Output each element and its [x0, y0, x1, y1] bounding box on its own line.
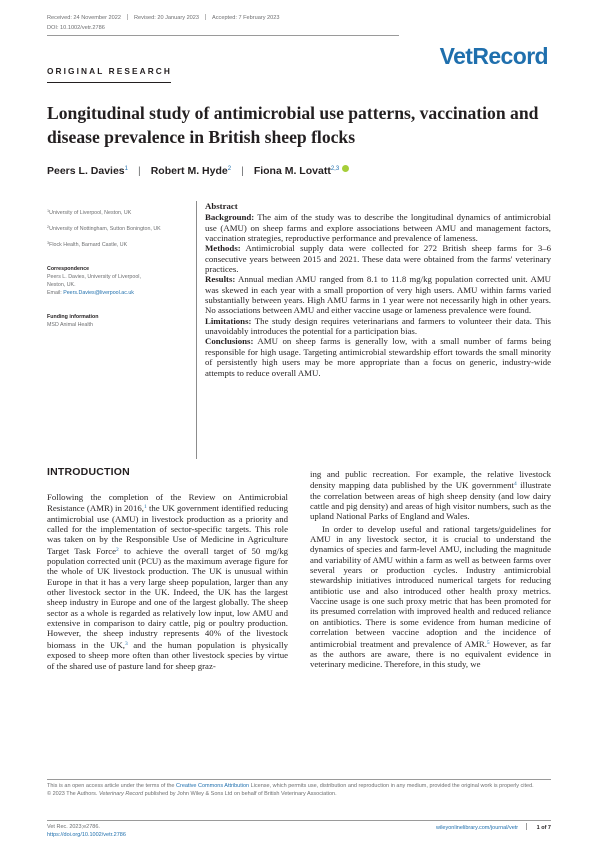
abstract-label: Limitations:	[205, 315, 252, 326]
correspondence-line: Peers L. Davies, University of Liverpool,	[47, 274, 141, 280]
license-link[interactable]: Creative Commons Attribution	[176, 783, 250, 789]
abstract-heading: Abstract	[205, 201, 238, 211]
abstract	[205, 201, 551, 378]
section-label: ORIGINAL RESEARCH	[47, 66, 172, 76]
abstract-text: AMU on sheep farms is generally low, with a small number of farms being responsible for high usage. Targeting antimicrobial stewardship effort towards the small minority of persistently high users may be more appropriate than a focus on generic, industry-wide attempts to reduce overall AMU.	[205, 336, 552, 378]
abstract-divider	[196, 201, 197, 459]
correspondence	[47, 265, 177, 297]
footer-rule	[47, 820, 551, 821]
abstract-background	[205, 212, 551, 243]
journal-logo[interactable]: VetRecord	[439, 43, 548, 69]
body-paragraph	[310, 469, 551, 522]
body-text: However, as far as the authors are aware, there is no equivalent evidence in veterinary medicine. Therefore, in this study, we	[310, 638, 551, 670]
abstract-label: Methods:	[205, 243, 241, 254]
author-separator: |	[137, 165, 141, 177]
footer-right	[436, 823, 551, 831]
author-name[interactable]: Robert M. Hyde	[150, 165, 228, 177]
affiliation-item	[47, 207, 177, 217]
body-column-left	[47, 492, 288, 671]
date-separator	[127, 14, 128, 20]
article-title: Longitudinal study of antimicrobial use patterns, vaccination and disease prevalence in British sheep flocks	[47, 103, 539, 147]
email-link[interactable]: Peers.Davies@liverpool.ac.uk	[63, 290, 134, 296]
author-affiliation-ref[interactable]: 1	[124, 166, 128, 172]
article-dates	[47, 14, 280, 21]
correspondence-email-row	[47, 289, 177, 297]
copyright	[47, 790, 551, 798]
license-text-part: This is an open access article under the terms of the	[47, 783, 177, 789]
body-text: to achieve the overall target of 50 mg/kg population corrected unit (PCU) as the maximum average figure for the whole of UK livestock production. The UK is unusual within Europe in that it has a very large sheep population, larger than any other livestock sector in the UK. Indeed, the UK has the largest sheep industry in Europe and one of the largest globally. The sheep sector as a whole is regarded as relatively low input, low AMU and extensive in comparison to dairy cattle, pig or poultry production. However, the sheep industry represents 40% of the livestock biomass in the UK,	[47, 545, 288, 650]
author-affiliation-ref[interactable]: 2	[227, 166, 232, 172]
abstract-text: The study design requires veterinarians and farmers to volunteer their data. This unavoidably introduces the potential for a participation bias.	[205, 315, 551, 337]
author-separator: |	[241, 165, 244, 177]
license-text	[47, 782, 551, 790]
body-text: Following the completion of the Review on Antimicrobial Resistance (AMR) in 2016,	[47, 492, 288, 514]
abstract-text: Antimicrobial supply data were collected for 272 British sheep farms for 3–6 consecutive years between 2015 and 2021. These data were obtained from the farms' veterinary practices.	[205, 243, 552, 275]
abstract-text: Annual median AMU ranged from 8.1 to 11.8 mg/kg population corrected unit. AMU was skewed in each year with a small proportion of very high users. AMU within farms varied substantially between years. High AMU farms in 1 year were not necessarily high in other years. No associations between AMU and either vaccine usage or lameness prevalence were found.	[205, 274, 551, 316]
body-paragraph	[310, 524, 551, 670]
copyright-text: © 2023 The Authors.	[47, 791, 99, 797]
license-notice	[47, 782, 551, 798]
journal-name: Veterinary Record	[98, 791, 144, 797]
author-affiliation-ref[interactable]: 2,3	[330, 166, 340, 172]
affiliations	[47, 207, 177, 249]
funding-label: Funding information	[47, 314, 99, 320]
citation-ref[interactable]: 5	[486, 639, 490, 646]
journal-url-link[interactable]: wileyonlinelibrary.com/journal/vetr	[436, 825, 519, 831]
author-list	[47, 165, 349, 177]
abstract-label: Conclusions:	[205, 336, 254, 347]
body-column-right	[310, 469, 551, 670]
revised-date: Revised: 20 January 2023	[134, 15, 200, 21]
abstract-label: Results:	[205, 274, 236, 285]
citation-ref[interactable]: 1	[143, 504, 147, 511]
header-rule	[47, 35, 399, 36]
affiliation-number: 2	[47, 225, 50, 229]
body-text: illustrate the correlation between areas of high sheep density (and low dairy cattle and pig density) and areas of high visitor numbers, such as the upland National Parks of England and Wales.	[310, 480, 552, 522]
body-text: ing and public recreation. For example, the relative livestock density mapping data published by the UK government	[310, 469, 551, 491]
citation-ref[interactable]: 2	[116, 546, 119, 553]
citation-ref[interactable]: 4	[513, 481, 517, 488]
email-label: Email:	[47, 290, 62, 296]
section-heading: INTRODUCTION	[47, 466, 130, 478]
received-date: Received: 24 November 2022	[47, 15, 122, 21]
affiliation-number: 1	[47, 209, 50, 213]
correspondence-line: Neston, UK.	[47, 282, 76, 288]
author-name[interactable]: Peers L. Davies	[47, 165, 125, 177]
abstract-methods	[205, 243, 551, 274]
footer-rule	[47, 779, 551, 780]
correspondence-label: Correspondence	[47, 266, 90, 272]
abstract-text: The aim of the study was to describe the longitudinal dynamics of antimicrobial use (AMU) on sheep farms and explore associations between AMU and management factors, vaccination strategies, reproductive performance and prevalence of lameness.	[205, 212, 552, 244]
accepted-date: Accepted: 7 February 2023	[212, 15, 280, 21]
affiliation-text: University of Liverpool, Neston, UK	[49, 210, 132, 216]
citation-text: Vet Rec. 2023;e2786.	[47, 824, 100, 830]
abstract-limitations	[205, 316, 551, 337]
footer-citation	[47, 823, 126, 839]
copyright-text: published by John Wiley & Sons Ltd on behalf of British Veterinary Association.	[143, 791, 337, 797]
date-separator	[205, 14, 206, 20]
doi: DOI: 10.1002/vetr.2786	[47, 25, 105, 31]
body-text: In order to develop useful and rational targets/guidelines for AMU in any livestock sector, it is crucial to understand the dynamics of species and farm-level AMU, including the magnitude and variability of AMU within a farm as well as between farms over several years or production cycles. Industry antimicrobial stewardship initiatives introduced numerical targets for reducing antibiotic use and also introduced other health proxy metrics. Vaccine usage is one such proxy metric that has been promoted for its presumed correlation with improved health and reduced reliance on antibiotics. There is some evidence from human medicine of correlation between vaccine adoption and the incidence of antimicrobial treatment and prevalence of AMR.	[310, 523, 551, 649]
funding-value: MSD Animal Health	[47, 322, 93, 328]
affiliation-number: 3	[47, 241, 50, 245]
funding	[47, 313, 177, 329]
affiliation-text: Flock Health, Barnard Castle, UK	[49, 242, 128, 248]
affiliation-text: University of Nottingham, Sutton Bonington, UK	[49, 226, 161, 232]
abstract-results	[205, 274, 551, 315]
doi-link[interactable]: https://doi.org/10.1002/vetr.2786	[47, 832, 126, 838]
body-text: and the human population is physically exposed to sheep more often than other livestock species by virtue of the shared use of pasture land for sheep graz-	[47, 639, 288, 671]
body-text: the UK government identified reducing antimicrobial use (AMU) in livestock production as a priority and called for the implementation of sector-specific targets. This role was taken on by the Responsible Use of Medicine in Agriculture Target Task Force	[47, 503, 288, 556]
page-number: 1 of 7	[536, 825, 551, 831]
orcid-icon[interactable]	[342, 165, 349, 172]
author-name[interactable]: Fiona M. Lovatt	[253, 165, 331, 177]
license-text-part: License, which permits use, distribution and reproduction in any medium, provided the original work is properly cited.	[249, 783, 534, 789]
citation-ref[interactable]: 3	[124, 640, 128, 647]
affiliation-item	[47, 239, 177, 249]
abstract-conclusions	[205, 336, 551, 377]
body-paragraph	[47, 492, 288, 671]
section-rule	[47, 82, 171, 83]
affiliation-item	[47, 223, 177, 233]
page-separator	[526, 823, 527, 830]
abstract-label: Background:	[205, 212, 255, 223]
